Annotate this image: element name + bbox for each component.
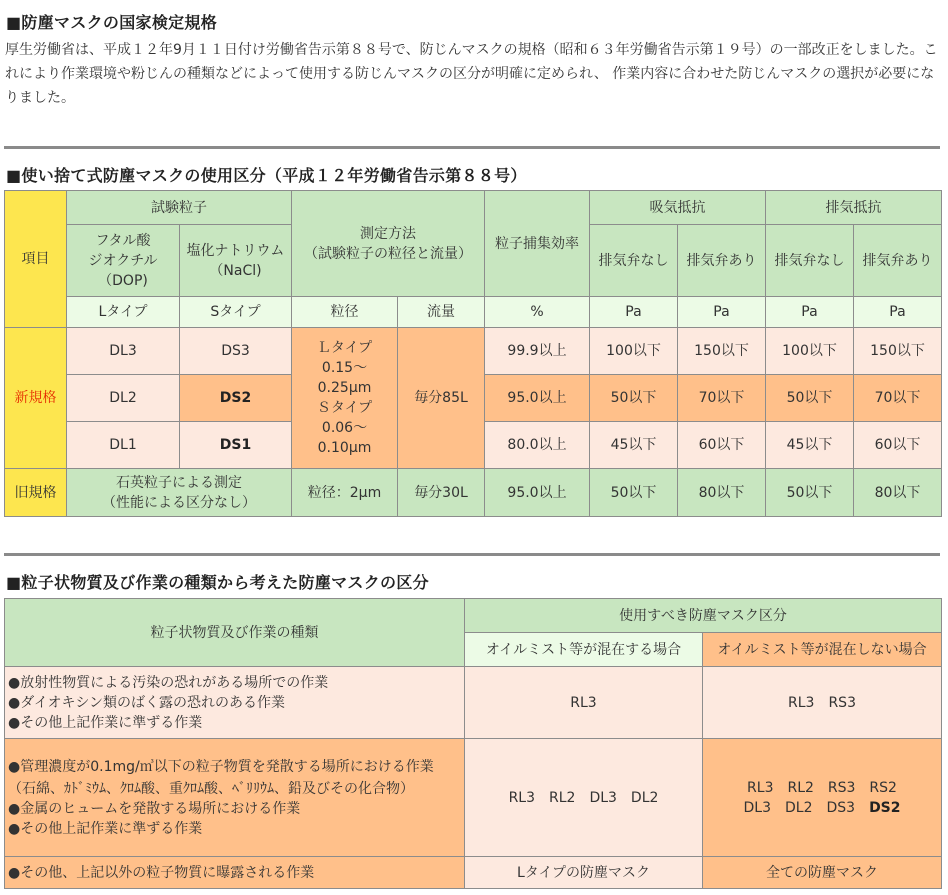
table-row: ●管理濃度が0.1mg/㎥以下の粒子物質を発散する場所における作業 （石綿、ｶﾄﾞﾐｳﾑ、ｸﾛﾑ酸、重ｸﾛﾑ酸、ﾍﾞﾘﾘｳﾑ、鉛及びその化合物） ●金属のヒュームを発散する場所における作業 ●その他上記作業に準ずる作業 RL3 RL2 DL3 DL2 RL3 RL2 RS3 RS2 DL3 DL2 DS3 DS2	[5, 739, 942, 857]
divider	[4, 553, 940, 556]
header-method: 測定方法 （試験粒子の粒径と流量）	[292, 191, 485, 297]
work-type-mask-table	[4, 598, 942, 889]
section-title-particle-work-classification: ■粒子状物質及び作業の種類から考えた防塵マスクの区分	[6, 573, 429, 592]
header-efficiency: 粒子捕集効率	[485, 191, 590, 297]
disposable-mask-table	[4, 190, 942, 517]
particle-size-new: Ｌタイプ 0.15～ 0.25μm Ｓタイプ 0.06～ 0.10μm	[292, 328, 398, 469]
unit-cell: Pa	[766, 297, 854, 328]
header-item: 項目	[5, 191, 67, 328]
table-row: 新規格 DL3 DS3 Ｌタイプ 0.15～ 0.25μm Ｓタイプ 0.06～ 0.10μm 毎分85L 99.9以上 100以下 150以下 100以下 150以下	[5, 328, 942, 375]
header-inhale-resistance: 吸気抵抗	[590, 191, 766, 225]
header-exhale-with-valve: 排気弁あり	[854, 225, 942, 297]
divider	[4, 146, 940, 149]
old-method: 石英粒子による測定 （性能による区分なし）	[67, 469, 292, 517]
header-test-particle: 試験粒子	[67, 191, 292, 225]
header-exhale-resistance: 排気抵抗	[766, 191, 942, 225]
table-row: DL1 DS1 80.0以上 45以下 60以下 45以下 60以下	[5, 422, 942, 469]
table-row: DL2 DS2 95.0以上 50以下 70以下 50以下 70以下	[5, 375, 942, 422]
header-inhale-with-valve: 排気弁あり	[678, 225, 766, 297]
intro-paragraph: 厚生労働省は、平成１２年9月１１日付け労働省告示第８８号で、防じんマスクの規格（昭和６３年労働省告示第１９号）の一部改正をしました。これにより作業環境や粉じんの種類などによって使用する防じんマスクの区分が明確に定められ、 作業内容に合わせた防じんマスクの選択が必要になりました。	[5, 42, 938, 106]
header-without-oil: オイルミスト等が混在しない場合	[703, 633, 942, 667]
header-exhale-no-valve: 排気弁なし	[766, 225, 854, 297]
unit-cell: 粒径	[292, 297, 398, 328]
unit-cell: Pa	[590, 297, 678, 328]
work-type-cell: ●その他、上記以外の粒子物質に曝露される作業	[5, 857, 465, 889]
unit-cell: Pa	[854, 297, 942, 328]
unit-cell: %	[485, 297, 590, 328]
section-title-disposable-classification: ■使い捨て式防塵マスクの使用区分（平成１２年労働省告示第８８号）	[6, 166, 527, 185]
table-row: ●放射性物質による汚染の恐れがある場所での作業 ●ダイオキシン類のばく露の恐れのある作業 ●その他上記作業に準ずる作業 RL3 RL3 RS3	[5, 667, 942, 739]
unit-cell: 流量	[398, 297, 485, 328]
old-standard-label: 旧規格	[5, 469, 67, 517]
header-inhale-no-valve: 排気弁なし	[590, 225, 678, 297]
header-nacl: 塩化ナトリウム （NaCl)	[180, 225, 292, 297]
table-row: ●その他、上記以外の粒子物質に曝露される作業 Lタイプの防塵マスク 全ての防塵マスク	[5, 857, 942, 889]
without-oil-masks: RL3 RL2 RS3 RS2 DL3 DL2 DS3 DS2	[703, 739, 942, 857]
unit-cell: Sタイプ	[180, 297, 292, 328]
work-type-cell: ●管理濃度が0.1mg/㎥以下の粒子物質を発散する場所における作業 （石綿、ｶﾄﾞﾐｳﾑ、ｸﾛﾑ酸、重ｸﾛﾑ酸、ﾍﾞﾘﾘｳﾑ、鉛及びその化合物） ●金属のヒュームを発散する場所における作業 ●その他上記作業に準ずる作業	[5, 739, 465, 857]
flow-new: 毎分85L	[398, 328, 485, 469]
header-mask-class: 使用すべき防塵マスク区分	[465, 599, 942, 633]
unit-cell: Pa	[678, 297, 766, 328]
header-dop: フタル酸 ジオクチル （DOP)	[67, 225, 180, 297]
work-type-cell: ●放射性物質による汚染の恐れがある場所での作業 ●ダイオキシン類のばく露の恐れのある作業 ●その他上記作業に準ずる作業	[5, 667, 465, 739]
header-work-type: 粒子状物質及び作業の種類	[5, 599, 465, 667]
table-row: 旧規格 石英粒子による測定 （性能による区分なし） 粒径：2μm 毎分30L 95.0以上 50以下 80以下 50以下 80以下	[5, 469, 942, 517]
unit-cell: Lタイプ	[67, 297, 180, 328]
new-standard-label: 新規格	[5, 328, 67, 469]
section-title-national-standard: ■防塵マスクの国家検定規格	[6, 13, 218, 32]
header-with-oil: オイルミスト等が混在する場合	[465, 633, 703, 667]
